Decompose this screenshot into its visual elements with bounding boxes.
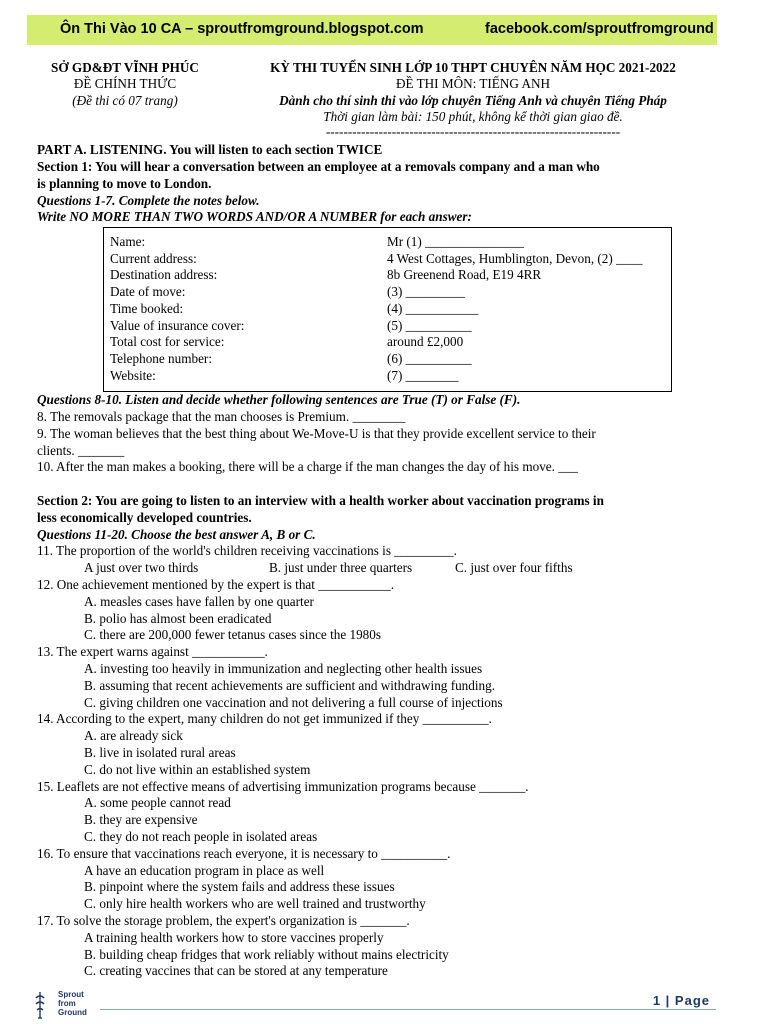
question-13-option: C. giving children one vaccination and not delivering a full course of injections: [84, 694, 503, 710]
notes-value: (4) ___________: [387, 300, 479, 316]
section1-line2: is planning to move to London.: [37, 176, 212, 191]
questions-8-10: Questions 8-10. Listen and decide whether following sentences are True (T) or False (F).: [37, 392, 521, 407]
question-13-option: B. assuming that recent achievements are sufficient and withdrawing funding.: [84, 677, 496, 693]
question-12-option: A. measles cases have fallen by one quarter: [84, 593, 314, 609]
exam-time: Thời gian làm bài: 150 phút, không kể thời gian giao đề.: [323, 109, 623, 124]
question-15: 15. Leaflets are not effective means of advertising immunization programs because _______.: [37, 778, 529, 794]
sprout-from-ground-logo: [34, 988, 98, 1022]
question-17-option: C. creating vaccines that can be stored at any temperature: [84, 963, 388, 979]
question-13-option: A. investing too heavily in immunization and neglecting other health issues: [84, 661, 483, 676]
question-11-option-a: A just over two thirds: [84, 560, 199, 575]
notes-value: Mr (1) _______________: [387, 234, 524, 249]
question-14-option: C. do not live within an established system: [84, 761, 311, 777]
question-17-option: B. building cheap fridges that work reliably without mains electricity: [84, 946, 449, 962]
notes-value: (5) __________: [387, 317, 472, 333]
page-label: Page: [674, 993, 710, 1008]
questions-11-20: Questions 11-20. Choose the best answer A, B or C.: [37, 527, 316, 542]
exam-audience: Dành cho thí sinh thi vào lớp chuyên Tiếng Anh và chuyên Tiếng Pháp: [279, 93, 667, 108]
question-13: 13. The expert warns against ___________.: [37, 644, 268, 660]
question-11: 11. The proportion of the world's children receiving vaccinations is _________.: [37, 543, 457, 558]
notes-value: (7) ________: [387, 367, 459, 383]
question-15-option: C. they do not reach people in isolated areas: [84, 829, 318, 844]
question-8: 8. The removals package that the man chooses is Premium. ________: [37, 409, 406, 424]
notes-label: Date of move:: [110, 284, 186, 300]
notes-label: Total cost for service:: [110, 334, 225, 350]
notes-value: (6) __________: [387, 350, 472, 366]
footer-divider: [100, 1009, 716, 1010]
section2-line1: Section 2: You are going to listen to an interview with a health worker about vaccination programs in: [37, 493, 604, 508]
notes-label: Current address:: [110, 250, 197, 266]
question-15-option: A. some people cannot read: [84, 795, 231, 811]
question-16: 16. To ensure that vaccinations reach everyone, it is necessary to __________.: [37, 845, 451, 861]
header-pages: (Đề thi có 07 trang): [72, 93, 178, 108]
question-16-option: A have an education program in place as well: [84, 862, 325, 878]
top-banner: [27, 15, 717, 45]
notes-label: Telephone number:: [110, 350, 212, 366]
notes-value: (3) _________: [387, 284, 466, 300]
question-17-option: A training health workers how to store vaccines properly: [84, 929, 384, 945]
section1-line1: Section 1: You will hear a conversation between an employee at a removals company and a man who: [37, 159, 600, 174]
banner-facebook-link[interactable]: facebook.com/sproutfromground: [485, 21, 714, 37]
exam-title: KỲ THI TUYỂN SINH LỚP 10 THPT CHUYÊN NĂM HỌC 2021-2022: [270, 60, 676, 75]
page-number-value: 1: [652, 993, 662, 1008]
question-9-line2: clients. _______: [37, 443, 125, 458]
banner-blog-link[interactable]: Ôn Thi Vào 10 CA – sproutfromground.blogspot.com: [60, 21, 424, 37]
question-16-option: B. pinpoint where the system fails and address these issues: [84, 879, 395, 895]
question-16-option: C. only hire health workers who are well trained and trustworthy: [84, 896, 426, 912]
question-10: 10. After the man makes a booking, there will be a charge if the man changes the day of his move. ___: [37, 459, 579, 474]
part-a-title: PART A. LISTENING. You will listen to each section TWICE: [37, 142, 383, 157]
notes-label: Website:: [110, 367, 156, 383]
question-12-option: B. polio has almost been eradicated: [84, 610, 272, 626]
notes-value: around £2,000: [387, 334, 464, 350]
notes-value: 4 West Cottages, Humblington, Devon, (2) ____: [387, 250, 643, 266]
header-official: ĐỀ CHÍNH THỨC: [73, 76, 177, 91]
notes-value: 8b Greenend Road, E19 4RR: [387, 267, 542, 283]
question-17: 17. To solve the storage problem, the expert's organization is _______.: [37, 913, 410, 928]
notes-label: Value of insurance cover:: [110, 317, 245, 333]
question-11-option-b: B. just under three quarters: [269, 560, 413, 575]
question-9-line1: 9. The woman believes that the best thing about We-Move-U is that they provide excellent service to their: [37, 426, 596, 441]
question-14-option: A. are already sick: [84, 728, 183, 744]
notes-label: Destination address:: [110, 267, 218, 283]
section2-line2: less economically developed countries.: [37, 510, 252, 525]
logo-text-sprout: Sprout: [58, 990, 84, 999]
notes-label: Name:: [110, 234, 146, 249]
questions-1-7: Questions 1-7. Complete the notes below.: [37, 193, 260, 208]
question-12: 12. One achievement mentioned by the expert is that ___________.: [37, 577, 395, 592]
logo-text-from: from: [58, 999, 76, 1008]
question-15-option: B. they are expensive: [84, 812, 198, 828]
question-14: 14. According to the expert, many children do not get immunized if they __________.: [37, 711, 492, 727]
questions-1-7-instruction: Write NO MORE THAN TWO WORDS AND/OR A NUMBER for each answer:: [37, 209, 472, 224]
header-divider: -------------------------------------------------------------------: [325, 124, 621, 139]
question-12-option: C. there are 200,000 fewer tetanus cases since the 1980s: [84, 627, 381, 643]
notes-label: Time booked:: [110, 300, 184, 316]
question-14-option: B. live in isolated rural areas: [84, 745, 236, 760]
page-number: 1 | Page: [652, 993, 710, 1008]
question-11-option-c: C. just over four fifths: [455, 560, 573, 575]
logo-text-ground: Ground: [58, 1008, 87, 1017]
header-org: SỞ GD&ĐT VĨNH PHÚC: [51, 60, 199, 75]
exam-subject: ĐỀ THI MÔN: TIẾNG ANH: [395, 76, 551, 91]
